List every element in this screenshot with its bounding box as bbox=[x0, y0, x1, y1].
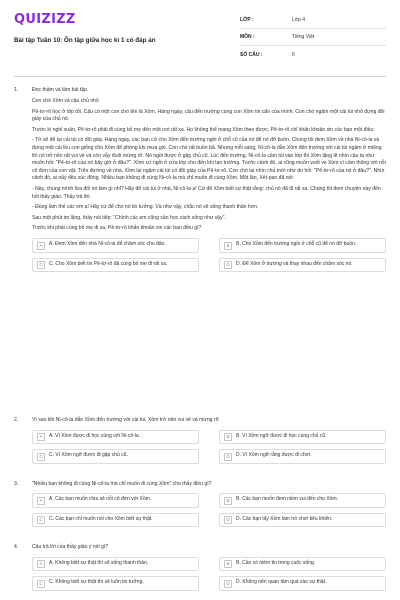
answer-option-a[interactable] bbox=[32, 557, 199, 572]
worksheet-title: Bài tập Tuần 10: Ôn tập giữa học kì 1 có đáp án bbox=[14, 37, 156, 44]
answer-option-a[interactable] bbox=[32, 430, 199, 445]
answer-option-a[interactable] bbox=[32, 238, 199, 253]
option-text: C. Các bạn chỉ muốn nói cho Xồm biết sự thật. bbox=[49, 515, 153, 522]
reading-passage bbox=[32, 98, 386, 233]
sub-question: Trước khi phải cùng bố mẹ đi xa, Pê-tơ-rô khẩn khoản xin các bạn điều gì? bbox=[32, 225, 202, 232]
option-letter-box: D bbox=[224, 453, 232, 461]
passage-paragraph: - Này, chúng mình lừa đối nó làm gì nhỉ? Hãy để cái túi ở nhà, Ni-cô-la ạ! Cứ để Xồm biết sự thật rằng: chủ nó đã đi rất xa. Chúng tôi đem chuyện này đến hỏi thầy giáo. Thầy trả lời: bbox=[32, 186, 381, 200]
option-letter-box: A bbox=[37, 497, 45, 505]
option-text: D. Để Xồm ở trường và thay nhau đến chăm sóc nó. bbox=[236, 260, 353, 267]
passage-title: Con chó Xồm và cậu chủ nhỏ bbox=[32, 98, 99, 105]
option-letter-box: C bbox=[37, 261, 45, 269]
question-prompt: "Nhiều bạn không đi cùng Ni-cô-la mà chỉ muốn đi cùng Xồm" cho thấy điều gì? bbox=[32, 480, 212, 487]
option-text: A. Các bạn muốn chia sẻ nỗi cô đơn với Xồm. bbox=[49, 496, 152, 503]
answer-options bbox=[32, 238, 386, 272]
option-text: D. Vì Xồm ngỡ rằng được đi chơi. bbox=[236, 452, 312, 459]
brand-block bbox=[14, 8, 156, 44]
passage-paragraph: - Đúng làm thế các em ạ! Hãy cứ để cho nó tin tưởng. Và như vậy, chắc nó sẽ sống thanh thản hơn. bbox=[32, 204, 259, 211]
question-prompt: Vì sao khi Ni-cô-la dẫn Xồm đến trường với cái túi, Xồm trở nên vui vẻ và mừng rỡ bbox=[32, 417, 219, 423]
option-letter-box: C bbox=[37, 580, 45, 588]
option-text: B. Các bạn muốn đem niềm vui đến cho Xồm. bbox=[236, 496, 338, 503]
option-text: D. Các bạn lấy Xồm làm trò chơi tiêu khiển. bbox=[236, 515, 333, 522]
question-prompt: Câu trả lời của thầy giáo ý nói gì? bbox=[32, 544, 109, 551]
option-text: B. Cho Xồm đến trường ngồi ở chỗ cũ để nó đỡ buồn. bbox=[236, 241, 357, 247]
option-text: A. Vì Xồm được đi học cùng với Ni-cô-la. bbox=[49, 432, 141, 439]
option-text: A. Không biết sự thật thì sẽ sống thanh thản. bbox=[49, 559, 149, 566]
meta-label: MÔN : bbox=[240, 34, 255, 40]
answer-option-a[interactable] bbox=[32, 493, 199, 508]
question-4 bbox=[14, 544, 386, 591]
quizizz-logo: QUIZIZZ bbox=[14, 12, 76, 27]
question-body bbox=[32, 481, 386, 528]
option-letter-box: B bbox=[224, 433, 232, 441]
question-1 bbox=[14, 87, 386, 399]
answer-option-b[interactable] bbox=[219, 493, 386, 508]
question-body bbox=[32, 417, 386, 464]
question-2 bbox=[14, 417, 386, 464]
answer-option-c[interactable] bbox=[32, 449, 199, 464]
option-letter-box: A bbox=[37, 433, 45, 441]
question-number: 1. bbox=[14, 87, 19, 93]
question-body bbox=[32, 544, 386, 591]
option-letter-box: D bbox=[224, 261, 232, 269]
option-text: B. Vì Xồm ngỡ được đi học cùng chủ cũ. bbox=[236, 432, 327, 439]
answer-option-d[interactable] bbox=[219, 258, 386, 273]
question-number: 3. bbox=[14, 480, 19, 487]
passage-paragraph: Trước kì nghỉ xuân, Pê-tơ-rô phải đi cùng bố mẹ đến một nơi rất xa. Họ không thể mang Xồm theo được. Pê-tơ-rô chỉ khẩn khoản xin các bạn một điều: bbox=[32, 126, 375, 133]
option-text: B. Cần có niềm tin trong cuộc sống. bbox=[236, 559, 316, 566]
meta-row-subject bbox=[240, 29, 386, 46]
answer-option-d[interactable] bbox=[219, 576, 386, 591]
meta-value: Tiếng Việt bbox=[292, 34, 315, 40]
answer-option-c[interactable] bbox=[32, 513, 199, 528]
meta-row-question-count bbox=[240, 46, 386, 63]
meta-label: LỚP : bbox=[240, 17, 254, 23]
header-divider bbox=[14, 76, 386, 77]
option-text: C. Cho Xồm biết tin Pê-tơ-rô đã cùng bố mẹ đi rất xa. bbox=[49, 260, 168, 267]
option-letter-box: C bbox=[37, 516, 45, 524]
meta-label: SỐ CÂU : bbox=[240, 51, 263, 58]
answer-options bbox=[32, 430, 386, 464]
meta-value: Lớp 4 bbox=[292, 17, 306, 23]
option-letter-box: A bbox=[37, 242, 45, 250]
question-prompt: Đọc thầm và làm bài tập. bbox=[32, 87, 89, 93]
worksheet-meta bbox=[240, 12, 386, 63]
answer-option-c[interactable] bbox=[32, 576, 199, 591]
option-text: A. Đem Xồm đến nhà Ni-cô-la để chăm sóc chu đáo. bbox=[49, 241, 166, 247]
question-number: 4. bbox=[14, 544, 19, 551]
answer-option-d[interactable] bbox=[219, 513, 386, 528]
meta-row-grade bbox=[240, 12, 386, 29]
option-letter-box: A bbox=[37, 560, 45, 568]
worksheet-header bbox=[14, 8, 386, 70]
question-3 bbox=[14, 481, 386, 528]
answer-options bbox=[32, 557, 386, 591]
option-letter-box: D bbox=[224, 580, 232, 588]
answer-options bbox=[32, 493, 386, 527]
answer-option-b[interactable] bbox=[219, 430, 386, 445]
option-letter-box: C bbox=[37, 453, 45, 461]
answer-option-c[interactable] bbox=[32, 258, 199, 273]
option-text: D. Không nên quan tâm quá vào sự thật. bbox=[236, 579, 327, 586]
passage-paragraph: - Tớ sẽ để lại cái túi có đôi giày. Hàng ngày, các bạn cứ cho Xồm đến trường ngồi ở chỗ cũ của nó để nó đỡ buồn. Chúng tôi đem Xồm về nhà Ni-cô-la và đựng một cái lều con giống cho Xồm để phòng khi mưa gió. Con chó rất buồn bã. Nhưng mỗi sáng, Ni-cô-la dẫn Xồm đến trường với cái túi ngậm ở miệng thì nó trở nên rất vui vẻ và còn vẫy đuôi mừng rỡ. Nó ngồi được ở gặp chủ cũ. Lúc đến trường, Ni-cô-la cầm túi vào lớp thì Xồm lặng lẽ nhìn cậu ta như muốn hỏi: "Pê-tơ-rô của nó bây giờ ở đâu?". Xồm cứ ngồi ở cửa lớp cho đến khi tan trường. Trước cảnh đó, ai cũng muốn vuốt ve Xồm vì cảm thông với nỗi cô đơn của con vật. Trên đường về nhà, Xồm lại ngậm cái túi có đôi giày của Pê-tơ-rô. Con chó lại nhìn chủ mới như do hỏi: "Pê-tơ-rô của nó ở đâu?". Nhìn cảnh đó, ai nấy đều xúc động. Nhiều bạn không đi cùng Ni-cô-la mà chỉ muốn đi cùng Xồm. Một lần, Xết-pan đã nói: bbox=[32, 137, 386, 182]
option-letter-box: B bbox=[224, 497, 232, 505]
passage-paragraph: Pê-tơ-rô học ở lớp tôi. Cậu có một con chó tên là Xồm. Hàng ngày, cậu đến trường cùng con Xồm tin cẩn của mình. Con chó ngậm một cái túi nhỏ đựng đôi giày của chủ nó. bbox=[32, 108, 385, 123]
meta-value: 6 bbox=[292, 51, 295, 58]
answer-option-b[interactable] bbox=[219, 557, 386, 572]
option-text: C. Vì Xồm ngỡ được đi gặp chủ cũ. bbox=[49, 452, 128, 459]
option-text: C. Không biết sự thật thì sẽ luôn tin tưởng. bbox=[49, 579, 144, 586]
passage-paragraph: Sau một phút im lặng, thầy nói tiếp: "Chính các em cũng cần học cách sống như vậy". bbox=[32, 214, 226, 221]
answer-option-d[interactable] bbox=[219, 449, 386, 464]
answer-option-b[interactable] bbox=[219, 238, 386, 253]
option-letter-box: D bbox=[224, 516, 232, 524]
option-letter-box: B bbox=[224, 560, 232, 568]
question-body bbox=[32, 87, 386, 399]
question-number: 2. bbox=[14, 417, 19, 423]
option-letter-box: B bbox=[224, 242, 232, 250]
